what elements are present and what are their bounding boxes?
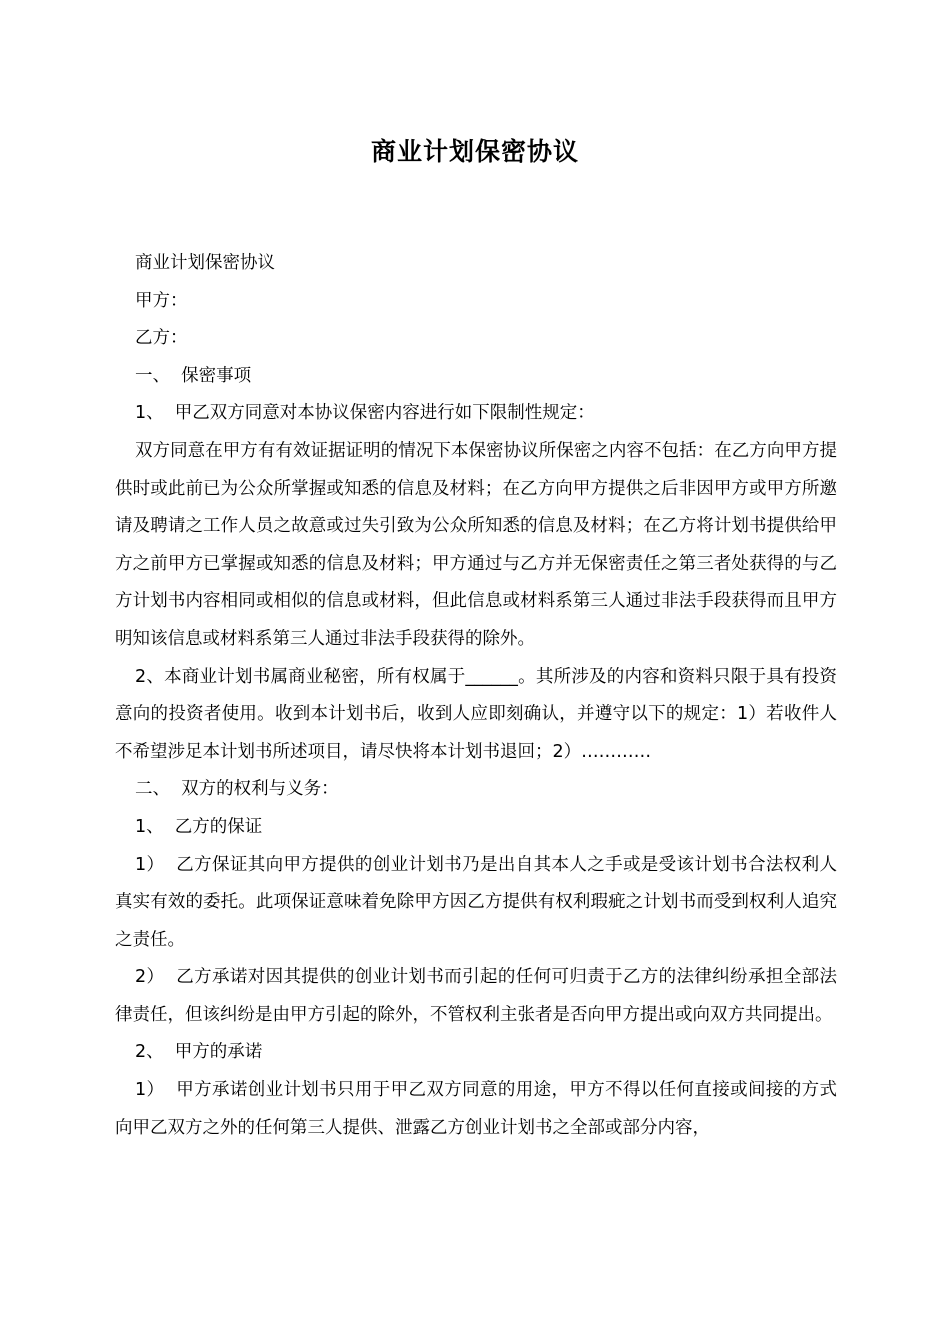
clause-1-1: 1、 甲乙双方同意对本协议保密内容进行如下限制性规定： <box>135 403 595 424</box>
clause-1-2: 2、本商业计划书属商业秘密，所有权属于______。其所涉及的内容和资料只限于具有投资意向的投资者使用。收到本计划书后，收到人应即刻确认，并遵守以下的规定：1）若收件人不希望涉足本计划书所述项目，请尽快将本计划书退回；2）………… <box>115 666 837 762</box>
clause-exclusions: 双方同意在甲方有有效证据证明的情况下本保密协议所保密之内容不包括：在乙方向甲方提供时或此前已为公众所掌握或知悉的信息及材料；在乙方向甲方提供之后非因甲方或甲方所邀请及聘请之工作人员之故意或过失引致为公众所知悉的信息及材料；在乙方将计划书提供给甲方之前甲方已掌握或知悉的信息及材料；甲方通过与乙方并无保密责任之第三者处获得的与乙方计划书内容相同或相似的信息或材料，但此信息或材料系第三人通过非法手段获得而且甲方明知该信息或材料系第三人通过非法手段获得的除外。 <box>115 440 837 649</box>
document-body <box>115 245 837 1147</box>
section-two-heading: 二、 双方的权利与义务： <box>135 779 339 800</box>
document-title: 商业计划保密协议 <box>370 137 579 166</box>
clause-2-2-1: 1） 甲方承诺创业计划书只用于甲乙双方同意的用途，甲方不得以任何直接或间接的方式向甲乙双方之外的任何第三人提供、泄露乙方创业计划书之全部或部分内容， <box>115 1080 837 1138</box>
party-a-line: 甲方： <box>135 290 188 311</box>
clause-2-1-1: 1） 乙方保证其向甲方提供的创业计划书乃是出自其本人之手或是受该计划书合法权利人真实有效的委托。此项保证意味着免除甲方因乙方提供有权利瑕疵之计划书而受到权利人追究之责任。 <box>115 854 837 950</box>
clause-2-1-heading: 1、 乙方的保证 <box>135 816 263 837</box>
clause-2-1-2: 2） 乙方承诺对因其提供的创业计划书而引起的任何可归责于乙方的法律纠纷承担全部法律责任，但该纠纷是由甲方引起的除外，不管权利主张者是否向甲方提出或向双方共同提出。 <box>115 967 837 1025</box>
clause-2-2-heading: 2、 甲方的承诺 <box>135 1042 263 1063</box>
party-b-line: 乙方： <box>135 328 188 349</box>
section-one-heading: 一、 保密事项 <box>135 365 252 386</box>
paragraph-heading-repeat: 商业计划保密协议 <box>135 253 275 273</box>
